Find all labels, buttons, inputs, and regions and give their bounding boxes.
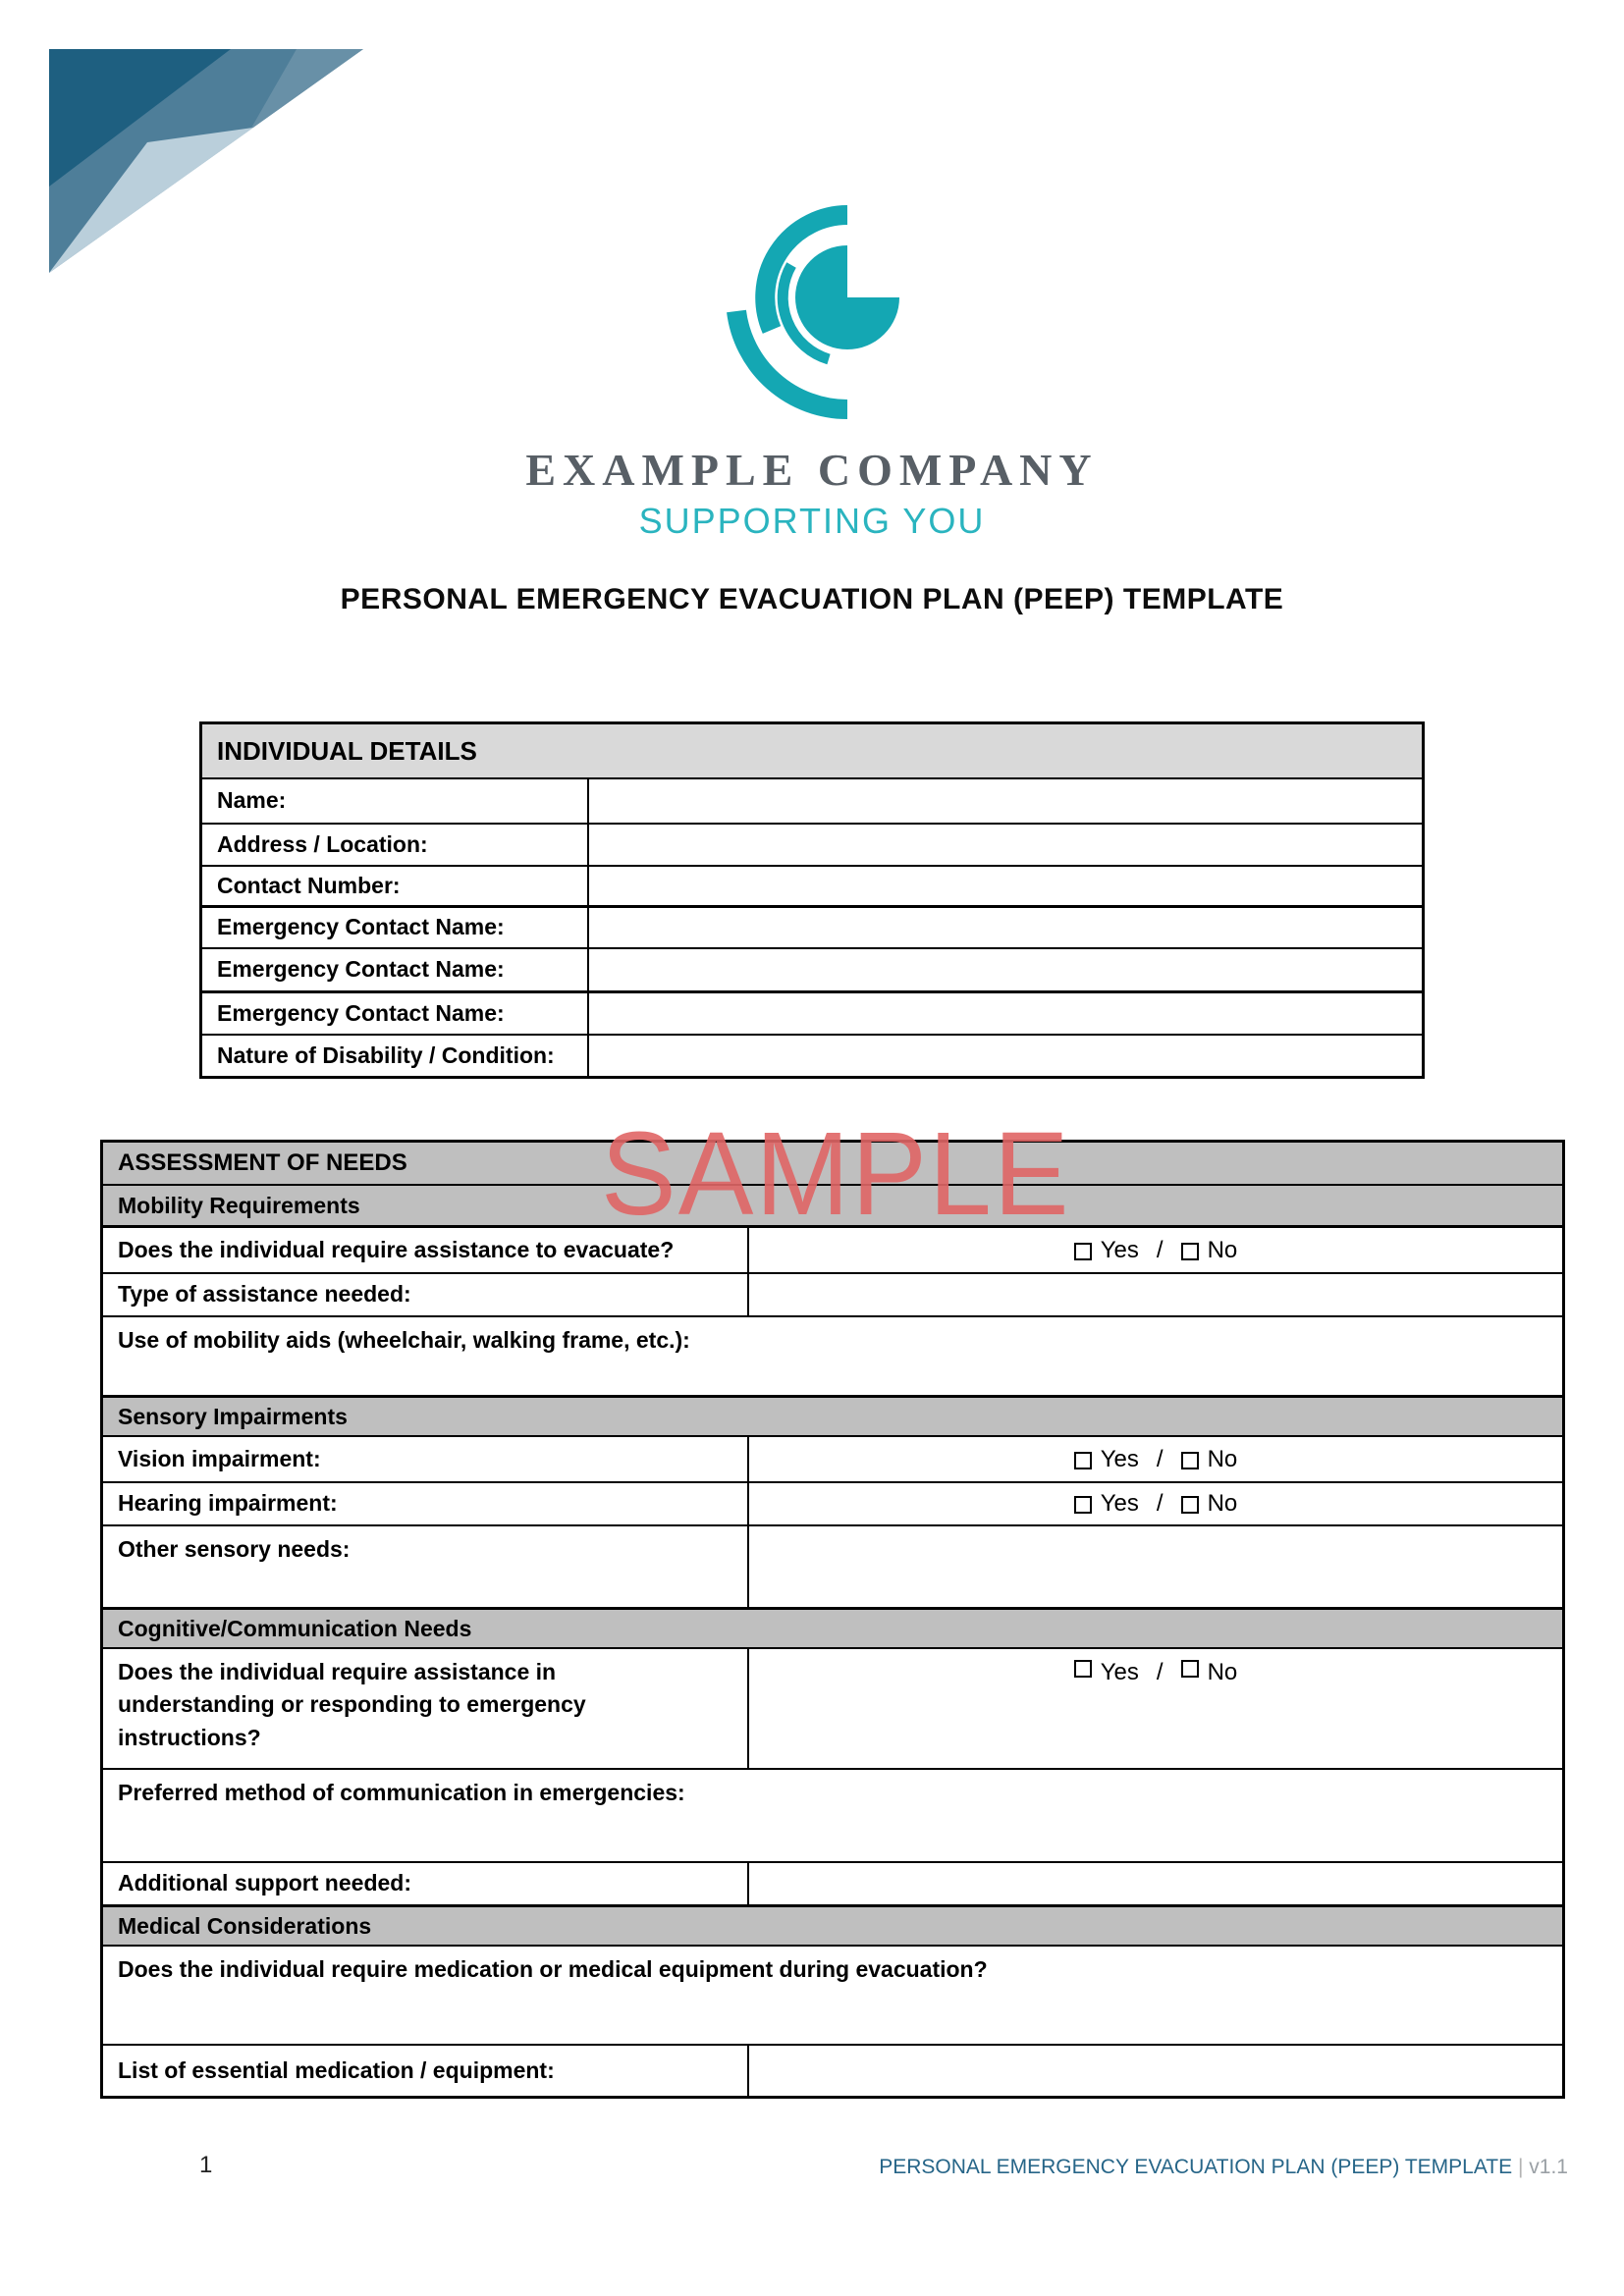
table-row [202,947,1422,990]
question-label: Does the individual require medication or medical equipment during evacuation? [118,1956,988,1982]
table-row [202,990,1422,1034]
sample-watermark: SAMPLE [601,1107,1071,1241]
footer-doc-title: PERSONAL EMERGENCY EVACUATION PLAN (PEEP) TEMPLATE [879,2156,1513,2178]
row-label: Address / Location: [202,825,589,865]
company-logo [717,201,903,427]
section-header-cognitive: Cognitive/Communication Needs [118,1615,472,1641]
answer-field[interactable] [749,1863,1562,1904]
yes-checkbox[interactable] [1074,1660,1092,1678]
no-checkbox[interactable] [1181,1452,1199,1469]
question-label: Type of assistance needed: [103,1274,749,1315]
table-row [202,777,1422,823]
question-label: Preferred method of communication in emergencies: [118,1780,685,1805]
question-label: Does the individual require assistance to evacuate? [103,1228,749,1272]
answer-field[interactable] [749,1274,1562,1315]
slash-separator: / [1156,1445,1164,1472]
no-label: No [1207,1445,1238,1472]
yes-no-field [749,1649,1562,1768]
table-row [103,1315,1562,1395]
question-label: Other sensory needs: [103,1526,749,1607]
yes-checkbox[interactable] [1074,1452,1092,1469]
answer-field[interactable] [749,2046,1562,2096]
table-row [103,1647,1562,1768]
emergency-contact-field[interactable] [589,993,1422,1034]
individual-details-header: INDIVIDUAL DETAILS [217,735,477,766]
no-label: No [1207,1236,1238,1263]
individual-details-table [199,721,1425,1079]
no-checkbox[interactable] [1181,1496,1199,1514]
table-row [103,1524,1562,1607]
yes-label: Yes [1100,1236,1139,1263]
row-label: Emergency Contact Name: [202,908,589,947]
section-header-medical: Medical Considerations [118,1912,372,1939]
table-row [103,1861,1562,1904]
page-title: PERSONAL EMERGENCY EVACUATION PLAN (PEEP) TEMPLATE [340,583,1284,615]
yes-no-field [749,1483,1562,1524]
disability-condition-field[interactable] [589,1036,1422,1076]
name-field[interactable] [589,779,1422,823]
question-label: List of essential medication / equipment: [103,2046,749,2096]
no-checkbox[interactable] [1181,1660,1199,1678]
slash-separator: / [1156,1490,1164,1517]
row-label: Nature of Disability / Condition: [202,1036,589,1076]
table-header-row [202,724,1422,777]
table-row [202,1034,1422,1076]
question-label: Vision impairment: [103,1437,749,1481]
corner-decoration-graphic [49,49,363,273]
company-tagline: SUPPORTING YOU [638,501,986,541]
yes-checkbox[interactable] [1074,1496,1092,1514]
footer-separator: | [1517,2156,1524,2178]
table-row [103,2044,1562,2096]
question-label: Hearing impairment: [103,1483,749,1524]
slash-separator: / [1156,1659,1164,1685]
company-name: EXAMPLE COMPANY [525,445,1099,495]
emergency-contact-field[interactable] [589,908,1422,947]
contact-number-field[interactable] [589,867,1422,905]
yes-checkbox[interactable] [1074,1243,1092,1260]
section-header-row [103,1395,1562,1435]
footer-version: v1.1 [1529,2156,1568,2178]
table-row [103,1435,1562,1481]
yes-label: Yes [1100,1445,1139,1472]
table-row [202,905,1422,947]
page-number: 1 [199,2152,213,2178]
no-checkbox[interactable] [1181,1243,1199,1260]
section-header-sensory: Sensory Impairments [118,1403,348,1429]
question-label: Additional support needed: [103,1863,749,1904]
section-header-mobility: Mobility Requirements [118,1192,360,1218]
answer-field[interactable] [749,1526,1562,1607]
section-header-row [103,1607,1562,1647]
yes-label: Yes [1100,1490,1139,1517]
question-label: Does the individual require assistance in understanding or responding to emergency instructions? [103,1649,749,1768]
table-row [103,1768,1562,1861]
table-row [202,823,1422,865]
row-label: Contact Number: [202,867,589,905]
slash-separator: / [1156,1236,1164,1263]
table-row [103,1272,1562,1315]
emergency-contact-field[interactable] [589,949,1422,990]
row-label: Emergency Contact Name: [202,993,589,1034]
table-row [103,1945,1562,2044]
yes-label: Yes [1100,1659,1139,1685]
question-label: Use of mobility aids (wheelchair, walking frame, etc.): [118,1327,690,1353]
assessment-of-needs-table [100,1140,1565,2099]
table-row [103,1481,1562,1524]
no-label: No [1207,1490,1238,1517]
footer-text [879,2156,1568,2179]
no-label: No [1207,1659,1238,1685]
section-header-row [103,1904,1562,1945]
row-label: Name: [202,779,589,823]
address-field[interactable] [589,825,1422,865]
row-label: Emergency Contact Name: [202,949,589,990]
assessment-header: ASSESSMENT OF NEEDS [118,1149,407,1176]
yes-no-field [749,1437,1562,1481]
table-row [202,865,1422,905]
